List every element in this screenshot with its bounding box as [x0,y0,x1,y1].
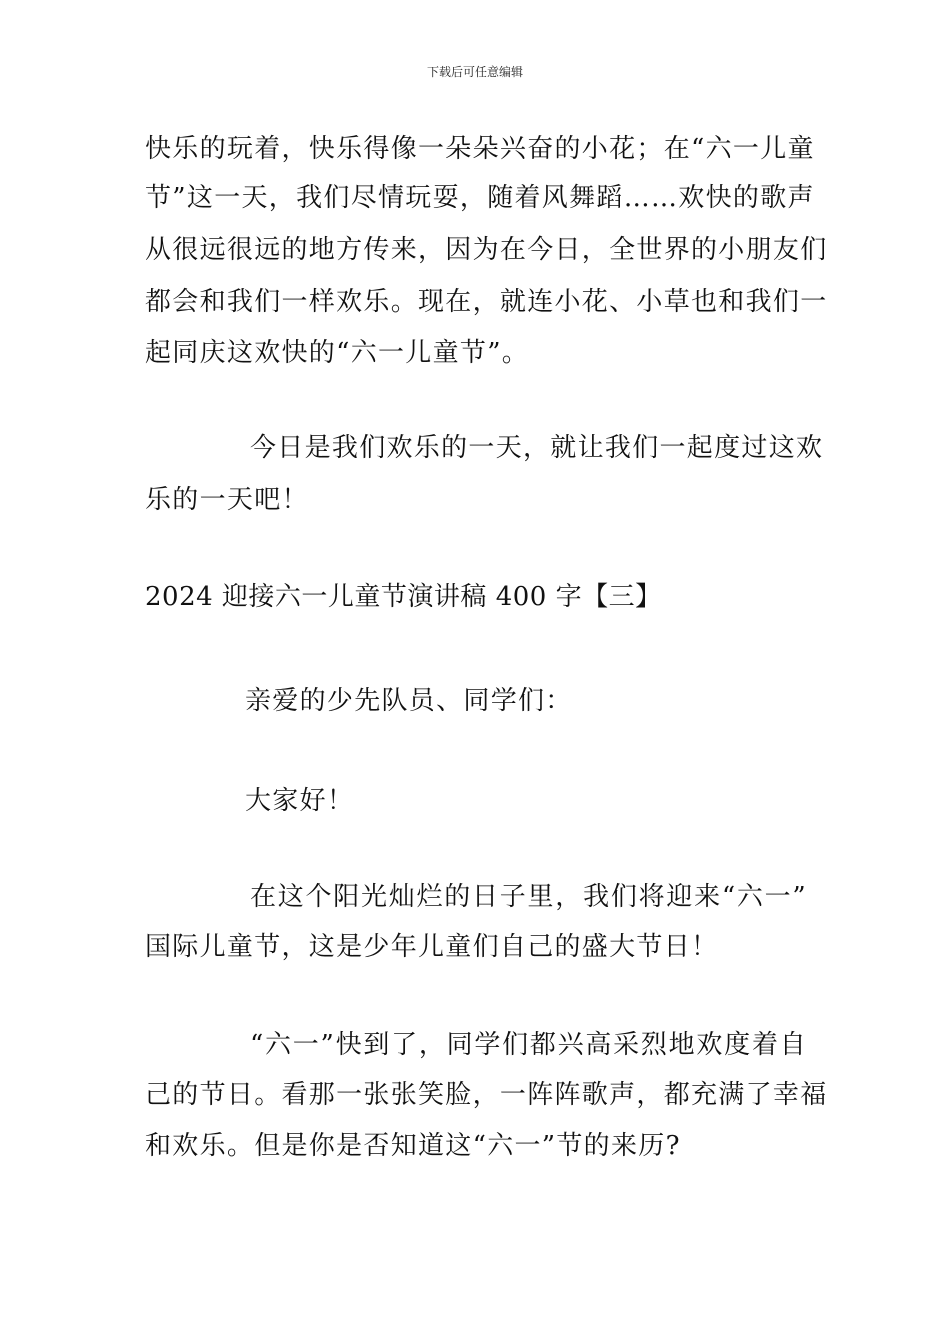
text-line: 乐的一天吧！ [145,485,309,515]
text-line: “六一”快到了，同学们都兴高采烈地欢度着自 [250,1030,807,1060]
text-line: 和欢乐。但是你是否知道这“六一”节的来历? [145,1131,681,1161]
greeting: 大家好！ [245,786,355,816]
page-header-note: 下载后可任意编辑 [426,65,523,79]
text-line: 己的节日。看那一张张笑脸，一阵阵歌声，都充满了幸福 [145,1080,828,1110]
text-line: 国际儿童节，这是少年儿童们自己的盛大节日！ [145,932,719,962]
text-line: 起同庆这欢快的“六一儿童节”。 [145,338,530,368]
text-line: 从很远很远的地方传来，因为在今日，全世界的小朋友们 [145,235,828,265]
text-line: 都会和我们一样欢乐。现在，就连小花、小草也和我们一 [145,287,828,317]
section-heading: 2024 迎接六一儿童节演讲稿 400 字【三】 [145,582,662,612]
salutation: 亲爱的少先队员、同学们： [245,686,573,716]
text-line: 在这个阳光灿烂的日子里，我们将迎来“六一” [250,882,807,912]
text-line: 今日是我们欢乐的一天，就让我们一起度过这欢 [250,433,824,463]
text-line: 快乐的玩着，快乐得像一朵朵兴奋的小花；在“六一儿童 [145,134,815,164]
text-line: 节”这一天，我们尽情玩耍，随着风舞蹈……欢快的歌声 [145,183,815,213]
